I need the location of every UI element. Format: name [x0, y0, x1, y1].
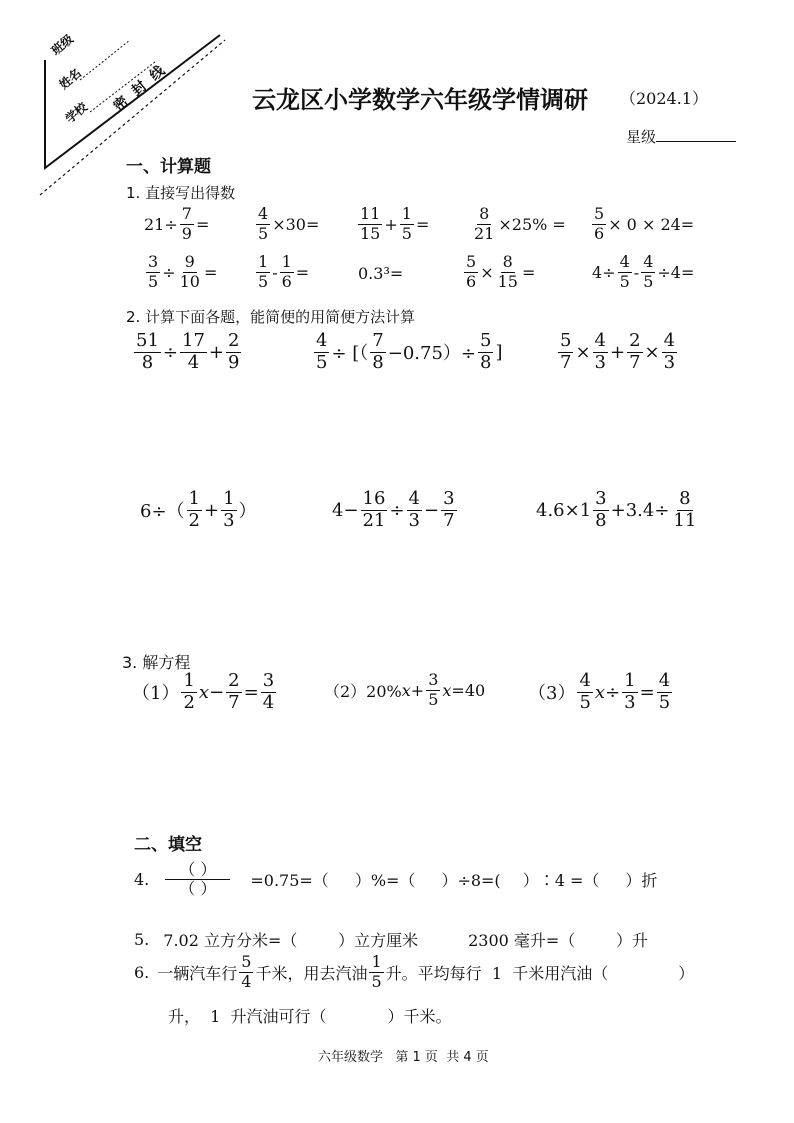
- section1-title: 一、计算题: [126, 157, 211, 177]
- q1-title: 1. 直接写出得数: [126, 184, 236, 202]
- q1-item: $\frac{5}{6}$ × 0 × 24=: [594, 204, 695, 243]
- q4-fraction[interactable]: $\frac{( )}{( )}$: [165, 862, 230, 898]
- q6-part-c: 升。平均每行 1 千米用汽油（: [385, 963, 609, 983]
- page-footer: 六年级数学 第 1 页 共 4 页: [318, 1050, 489, 1065]
- q1-item: $\frac{5}{6}$ × $\frac{8}{15}$ =: [466, 252, 536, 291]
- q1-item: $\frac{3}{5}$ ÷ $\frac{9}{10}$ =: [148, 252, 218, 291]
- q6-line2: 升， 1 升汽油可行（ ）千米。: [168, 1007, 452, 1026]
- q1-item: $\frac{11}{15}$ + $\frac{1}{5}$ =: [360, 204, 430, 243]
- q5-number: 5.: [134, 930, 150, 949]
- q4-part-a: =0.75=（: [250, 871, 329, 891]
- q3-item: （1） $\frac{1}{2}$ x − $\frac{2}{7}$ = $\frac{3}{4}$: [132, 670, 275, 713]
- q4-part-c: ）÷8=(: [441, 871, 501, 891]
- q1-item: $\frac{4}{5}$ ×30=: [258, 204, 320, 243]
- q2-item: 4− $\frac{16}{21}$ ÷ $\frac{4}{3}$ − $\frac{3}{7}$: [332, 488, 455, 531]
- q6-line: 6. 一辆汽车行 $\frac{5}{4}$ 千米，用去汽油 $\frac{1}{5}$ 升。平均每行 1 千米用汽油（ ）: [134, 952, 695, 991]
- q4-number: 4.: [134, 870, 150, 890]
- binding-seal-label: 密 封 线: [110, 62, 169, 115]
- star-blank[interactable]: [656, 127, 736, 142]
- q3-item: （3） $\frac{4}{5}$ x ÷ $\frac{1}{3}$ = $\frac{4}{5}$: [528, 670, 671, 713]
- binding-class-label: 班级: [48, 31, 77, 58]
- q2-item: $\frac{51}{8}$ ÷ $\frac{17}{4}$ + $\frac{2}{9}$: [136, 330, 240, 373]
- q6-part-d: ）: [678, 963, 695, 983]
- q1-item: $\frac{1}{5}$ - $\frac{1}{6}$ =: [258, 252, 310, 291]
- q5-line: [134, 928, 648, 951]
- star-label: 星级: [626, 128, 657, 146]
- q6-number: 6.: [134, 962, 150, 982]
- star-rating: [626, 126, 736, 147]
- q6-part-a: 一辆汽车行: [157, 963, 238, 983]
- q2-item: 6÷（ $\frac{1}{2}$ + $\frac{1}{3}$ ）: [140, 488, 257, 531]
- q4-line: [134, 862, 657, 898]
- q4-part-b: ）%=（: [354, 871, 416, 891]
- q2-item: $\frac{5}{7}$ × $\frac{4}{3}$ + $\frac{2}{7}$ × $\frac{4}{3}$: [560, 330, 676, 373]
- q1-item: $\frac{8}{21}$ ×25% =: [474, 204, 566, 243]
- section2-title: 二、填空: [134, 835, 202, 855]
- binding-school-label: 学校: [62, 99, 91, 126]
- q4-part-e: ）折: [625, 871, 658, 891]
- page-title: 云龙区小学数学六年级学情调研: [252, 86, 588, 114]
- binding-name-label: 姓名: [56, 65, 85, 92]
- q5-text2: 2300 毫升=（ ）升: [468, 931, 648, 950]
- q3-item: （2）20% x + $\frac{3}{5}$ x =40: [324, 670, 486, 709]
- q2-title: 2. 计算下面各题，能简便的用简便方法计算: [126, 308, 416, 326]
- q4-part-d: ）∶4 =（: [522, 871, 600, 891]
- q3-title: 3. 解方程: [122, 653, 191, 672]
- exam-date: （2024.1）: [620, 89, 708, 108]
- q6-part-b: 千米，用去汽油: [255, 963, 368, 983]
- q1-item: 0.3³=: [358, 264, 404, 283]
- q2-item: 4.6×1 $\frac{3}{8}$ +3.4÷ $\frac{8}{11}$: [536, 488, 697, 531]
- q1-item: 4÷ $\frac{4}{5}$ - $\frac{4}{5}$ ÷4=: [592, 252, 695, 291]
- q5-text: 7.02 立方分米=（ ）立方厘米: [163, 931, 419, 950]
- q2-item: $\frac{4}{5}$ ÷ [（ $\frac{7}{8}$ −0.75）÷ $\frac{5}{8}$ ]: [316, 330, 503, 373]
- q1-item: 21÷ $\frac{7}{9}$ =: [144, 204, 210, 243]
